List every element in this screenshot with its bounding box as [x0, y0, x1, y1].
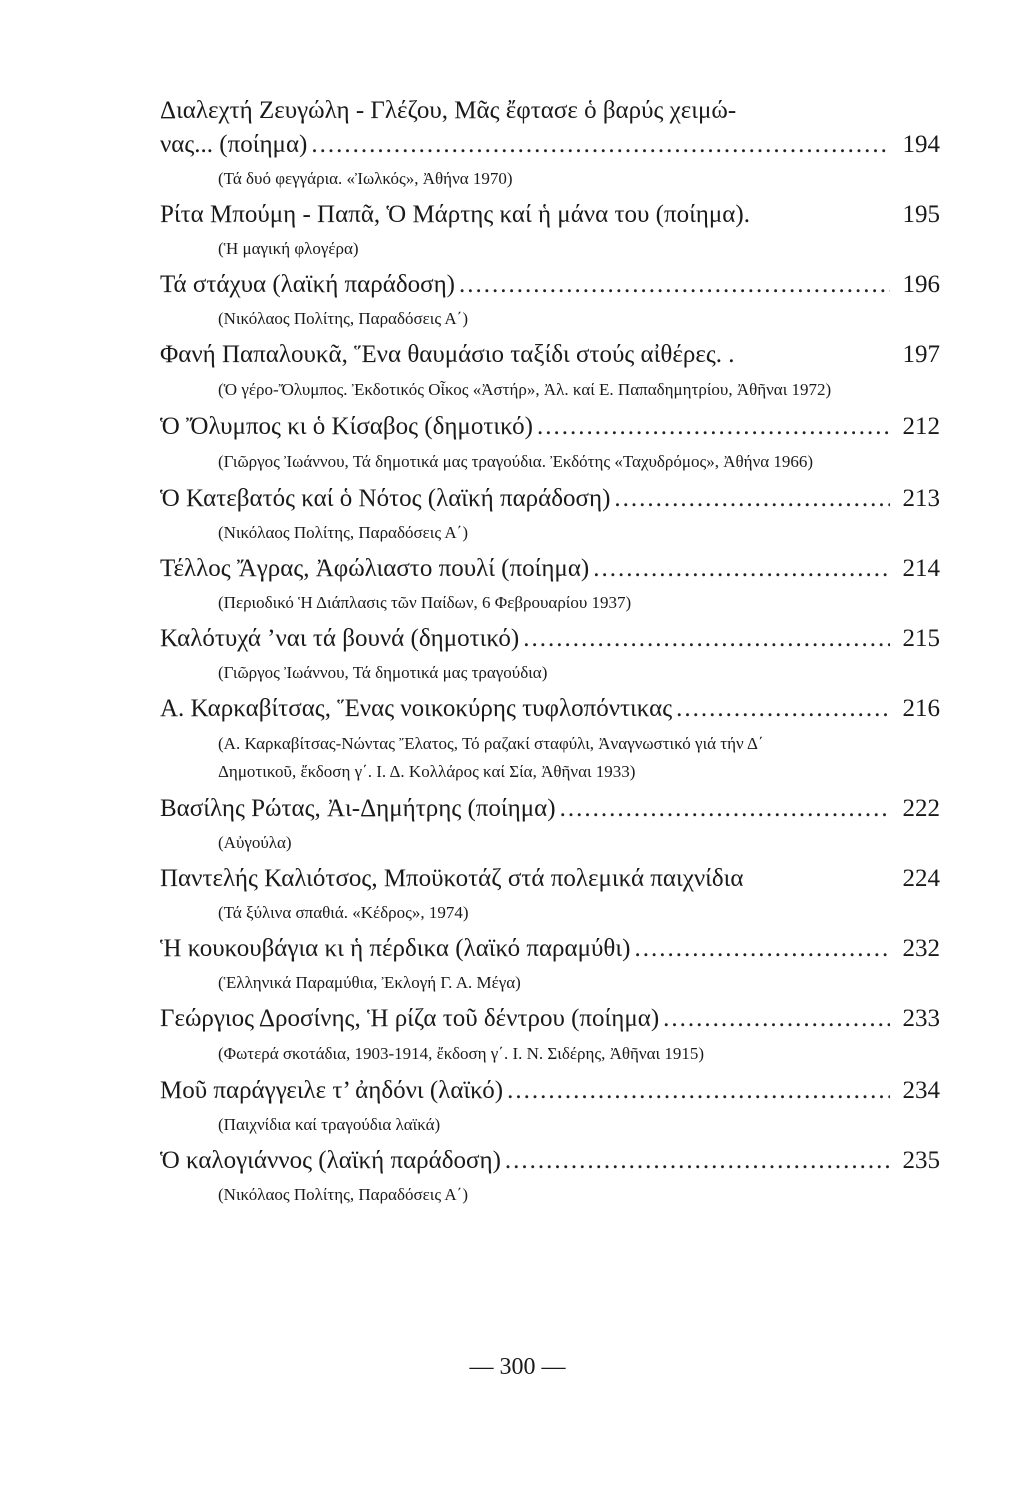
dot-leader: [593, 552, 890, 586]
dot-leader: [560, 792, 890, 826]
entry-title-row: [160, 692, 940, 726]
entry-title-row: [160, 932, 940, 966]
entry-source: (Τά δυό φεγγάρια. «Ἰωλκός», Ἀθήνα 1970): [218, 169, 513, 188]
entry-title-row: [160, 1074, 940, 1108]
entry-title-row: [160, 622, 940, 656]
entry-title-line: Ὁ καλογιάννος (λαϊκή παράδοση): [160, 1147, 501, 1174]
entry-page-number: 214: [902, 555, 940, 582]
entry-title-line: Καλότυχά ’ναι τά βουνά (δημοτικό): [160, 625, 520, 652]
entry-page-number: 196: [902, 271, 940, 298]
entry-source: (Παιχνίδια καί τραγούδια λαϊκά): [218, 1115, 441, 1134]
entry-source: (Γιῶργος Ἰωάννου, Τά δημοτικά μας τραγούδια. Ἐκδότης «Ταχυδρόμος», Ἀθήνα 1966): [218, 452, 814, 471]
entry-title-line: Ὁ Κατεβατός καί ὁ Νότος (λαϊκή παράδοση): [160, 485, 611, 512]
toc-entry: [160, 552, 940, 616]
toc-entry: [160, 482, 940, 546]
dot-leader: [507, 1074, 890, 1108]
entry-title-line: Τά στάχυα (λαϊκή παράδοση): [160, 271, 455, 298]
entry-source: (Νικόλαος Πολίτης, Παραδόσεις Α΄): [218, 1185, 468, 1204]
entry-source: (Ὁ γέρο-Ὄλυμπος. Ἐκδοτικός Οἶκος «Ἀστήρ», Ἀλ. καί Ε. Παπαδημητρίου, Ἀθῆναι 1972): [218, 380, 832, 399]
toc-entry: [160, 862, 940, 926]
entry-page-number: 235: [902, 1147, 940, 1174]
toc-entry: [160, 622, 940, 686]
entry-page-number: 224: [902, 865, 940, 892]
entry-title-row: [160, 410, 940, 444]
toc-entry: [160, 410, 940, 476]
entry-title-row: [160, 198, 940, 232]
entry-title-row: [160, 792, 940, 826]
entry-title-line: Ὁ Ὄλυμπος κι ὁ Κίσαβος (δημοτικό): [160, 413, 533, 440]
entry-title-line: Βασίλης Ρώτας, Ἀι-Δημήτρης (ποίημα): [160, 795, 556, 822]
dot-leader: [663, 1002, 890, 1036]
entry-title-line: Ἡ κουκουβάγια κι ἡ πέρδικα (λαϊκό παραμύθι): [160, 935, 631, 962]
dot-leader: [523, 622, 890, 656]
entry-source: (Αὐγούλα): [218, 833, 292, 852]
entry-source: (Νικόλαος Πολίτης, Παραδόσεις Α΄): [218, 523, 468, 542]
entry-title-line: Διαλεχτή Ζευγώλη - Γλέζου, Μᾶς ἔφτασε ὁ βαρύς χειμώ-: [160, 97, 737, 124]
entry-title-row: [160, 338, 940, 372]
toc-entry: [160, 198, 940, 262]
dot-leader: [537, 410, 890, 444]
dot-leader: [505, 1144, 890, 1178]
entry-page-number: 233: [902, 1005, 940, 1032]
page-number-footer: — 300 —: [469, 1354, 566, 1380]
entry-source: (Γιῶργος Ἰωάννου, Τά δημοτικά μας τραγούδια): [218, 663, 548, 682]
dot-leader: [634, 932, 890, 966]
dot-leader: [459, 268, 890, 302]
dot-leader: [614, 482, 890, 516]
toc-entry: [160, 1002, 940, 1068]
entry-page-number: 234: [902, 1077, 940, 1104]
toc-entry: [160, 1074, 940, 1138]
entry-title-line: Φανή Παπαλουκᾶ, Ἕνα θαυμάσιο ταξίδι στούς αἰθέρες. .: [160, 341, 735, 368]
entry-title-row: [160, 1002, 940, 1036]
entry-source: (Α. Καρκαβίτσας-Νώντας Ἔλατος, Τό ραζακί σταφύλι, Ἀναγνωστικό γιά τήν Δ΄ Δημοτικοῦ, ἔκδοση γ΄. Ι. Δ. Κολλάρος καί Σία, Ἀθῆναι 1933): [218, 734, 764, 781]
entry-title-line: Ρίτα Μπούμη - Παπᾶ, Ὁ Μάρτης καί ἡ μάνα του (ποίημα).: [160, 201, 750, 228]
entry-page-number: 215: [902, 625, 940, 652]
entry-page-number: 216: [902, 695, 940, 722]
table-of-contents: [160, 94, 940, 1214]
entry-title-line: Τέλλος Ἄγρας, Ἀφώλιαστο πουλί (ποίημα): [160, 555, 590, 582]
entry-page-number: 197: [902, 341, 940, 368]
toc-entry: [160, 792, 940, 856]
entry-title-row: [160, 268, 940, 302]
entry-title-line: Παντελής Καλιότσος, Μποϋκοτάζ στά πολεμικά παιχνίδια: [160, 865, 744, 892]
dot-leader: [676, 692, 890, 726]
entry-page-number: 212: [902, 413, 940, 440]
entry-source: (Περιοδικό Ἡ Διάπλασις τῶν Παίδων, 6 Φεβρουαρίου 1937): [218, 593, 632, 612]
entry-title-row: [160, 552, 940, 586]
entry-title-row: [160, 482, 940, 516]
toc-entry: [160, 94, 940, 192]
toc-entry: [160, 268, 940, 332]
toc-entry: [160, 1144, 940, 1208]
entry-page-number: 232: [902, 935, 940, 962]
entry-title-row: [160, 862, 940, 896]
dot-leader: [311, 128, 890, 162]
entry-page-number: 194: [902, 131, 940, 158]
toc-entry: [160, 932, 940, 996]
entry-page-number: 222: [902, 795, 940, 822]
entry-source: (Ἡ μαγική φλογέρα): [218, 239, 359, 258]
entry-page-number: 213: [902, 485, 940, 512]
entry-source: (Ἑλληνικά Παραμύθια, Ἐκλογή Γ. Α. Μέγα): [218, 973, 521, 992]
entry-title-line: νας... (ποίημα): [160, 131, 308, 158]
entry-source: (Νικόλαος Πολίτης, Παραδόσεις Α΄): [218, 309, 468, 328]
entry-title-row: [160, 1144, 940, 1178]
entry-title-line: Γεώργιος Δροσίνης, Ἡ ρίζα τοῦ δέντρου (ποίημα): [160, 1005, 660, 1032]
entry-title-line: Μοῦ παράγγειλε τ’ ἀηδόνι (λαϊκό): [160, 1077, 504, 1104]
toc-entry: [160, 338, 940, 404]
entry-page-number: 195: [902, 201, 940, 228]
entry-title-row: [160, 128, 940, 162]
entry-source: (Φωτερά σκοτάδια, 1903-1914, ἔκδοση γ΄. Ι. Ν. Σιδέρης, Ἀθῆναι 1915): [218, 1044, 705, 1063]
toc-entry: [160, 692, 940, 786]
entry-title-line: Α. Καρκαβίτσας, Ἕνας νοικοκύρης τυφλοπόντικας: [160, 695, 673, 722]
entry-source: (Τά ξύλινα σπαθιά. «Κέδρος», 1974): [218, 903, 469, 922]
